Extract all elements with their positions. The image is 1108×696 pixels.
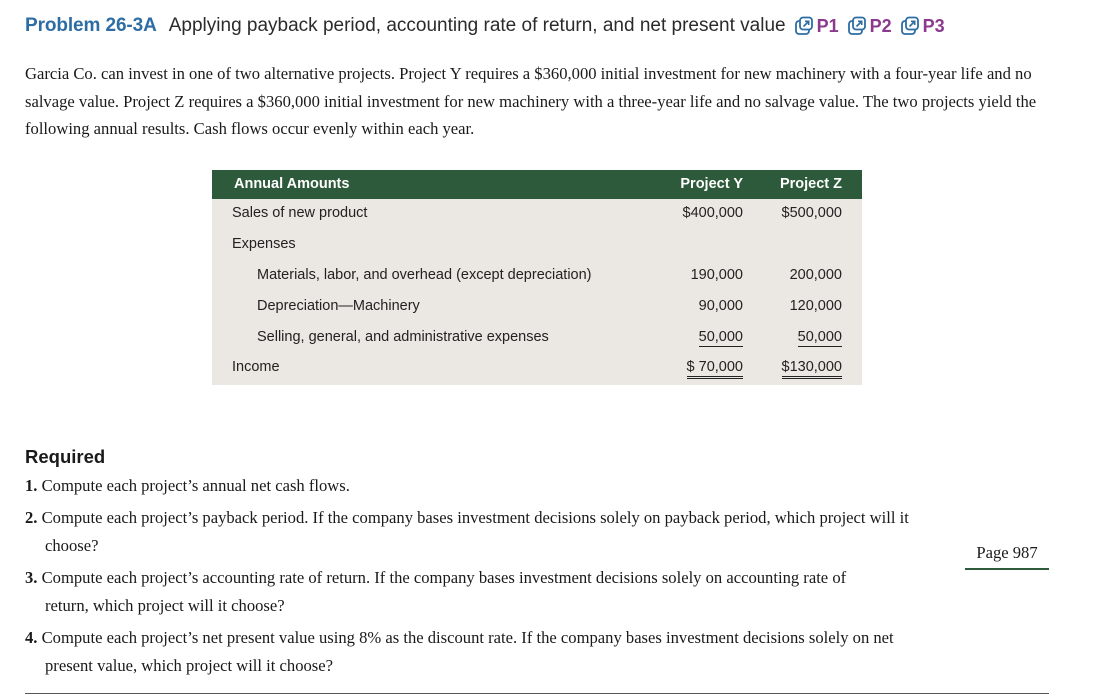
row-label: Income (232, 359, 280, 375)
problem-number: Problem 26-3A (25, 15, 157, 36)
list-item (25, 628, 894, 648)
list-item (25, 508, 909, 528)
row-label: Sales of new product (232, 205, 368, 221)
row-label: Selling, general, and administrative expenses (257, 329, 549, 345)
value-project-y: 90,000 (698, 298, 743, 314)
item-text: Compute each project’s accounting rate of return. If the company bases investment decisions solely on accounting rate of (41, 568, 847, 587)
learning-objective-p2[interactable] (847, 16, 892, 37)
item-text: Compute each project’s net present value using 8% as the discount rate. If the company bases investment decisions solely on net (41, 628, 894, 647)
value-project-y: 190,000 (690, 267, 743, 283)
page-reference: Page 987 (965, 540, 1049, 570)
header-project-y: Project Y (680, 176, 743, 192)
value-project-y: 50,000 (698, 329, 743, 345)
external-link-icon (847, 16, 867, 36)
item-text-continued: present value, which project will it choose? (45, 656, 333, 675)
problem-title: Applying payback period, accounting rate of return, and net present value (168, 15, 786, 36)
header-annual-amounts: Annual Amounts (234, 176, 350, 192)
row-label: Depreciation—Machinery (257, 298, 420, 314)
learning-objective-p1[interactable] (794, 16, 839, 37)
row-label: Expenses (232, 236, 296, 252)
value-project-z: 50,000 (797, 329, 842, 345)
learning-objective-p3[interactable] (900, 16, 945, 37)
learning-objective-label: P1 (816, 15, 839, 36)
list-item (25, 568, 846, 588)
value-project-y: $400,000 (682, 205, 743, 221)
table-row (212, 323, 862, 354)
item-number: 4. (25, 628, 38, 647)
item-text-continued: return, which project will it choose? (45, 596, 285, 615)
table-row (212, 199, 862, 230)
list-item (25, 476, 350, 496)
table-row (212, 261, 862, 292)
table-row (212, 292, 862, 323)
value-project-y: $ 70,000 (687, 359, 743, 379)
external-link-icon (900, 16, 920, 36)
table-row (212, 353, 862, 384)
required-heading: Required (25, 446, 106, 467)
row-label: Materials, labor, and overhead (except depreciation) (257, 267, 592, 283)
item-number: 2. (25, 508, 38, 527)
item-text: Compute each project’s payback period. If the company bases investment decisions solely on payback period, which project will it (41, 508, 909, 527)
item-text-continued: choose? (45, 536, 99, 555)
problem-description: Garcia Co. can invest in one of two alternative projects. Project Y requires a $360,000 initial investment for new machinery with a four-year life and no salvage value. Project Z requires a $360,000 initial investment for new machinery with a three-year life and no salvage value. The two projects yield the following annual results. Cash flows occur evenly within each year. (25, 64, 1037, 138)
learning-objective-label: P2 (869, 15, 892, 36)
item-number: 3. (25, 568, 38, 587)
external-link-icon (794, 16, 814, 36)
table-header-row (212, 170, 862, 199)
item-number: 1. (25, 476, 38, 495)
table-row (212, 230, 862, 261)
learning-objective-label: P3 (922, 15, 945, 36)
problem-header (25, 12, 945, 40)
value-project-z: $500,000 (781, 205, 842, 221)
header-project-z: Project Z (779, 176, 842, 192)
value-project-z: 200,000 (789, 267, 842, 283)
value-project-z: $130,000 (782, 359, 842, 379)
value-project-z: 120,000 (789, 298, 842, 314)
annual-amounts-table (212, 170, 862, 385)
divider (25, 693, 1049, 694)
item-text: Compute each project’s annual net cash flows. (41, 476, 350, 495)
